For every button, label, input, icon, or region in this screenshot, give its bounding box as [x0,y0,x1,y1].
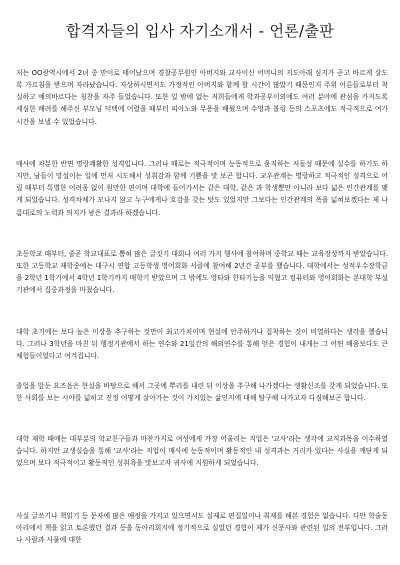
paragraph-family-background: 저는 OO광역시에서 2녀 중 맏이로 태어났으며 경찰공무원인 아버지와 교사이신 어머니의 지도아래 심지가 곧고 바르게 살도록 가르침을 받으며 자라났습니다. 자상하시면서도 가정적인 아버지와 함께 할 시간이 많았기 때문인지 주위 어른들로부터 착실하고 예의바르다는 칭찬을 자주 들었습니다. 또한 일 밖에 없는 저희들에게 학과공부이외에도 여러 분야에 관심을 가지도록 세심한 배려를 해주신 부모님 덕택에 어렸을 때부터 피아노와 무용을 배웠으며 수영과 볼링 등의 스포츠에도 적극적으로 여가시간을 보낼 수 있었습니다. [16,69,388,126]
paragraph-motivation: 대학 재학 때에는 대부분의 학교친구들과 마찬가지로 여성에게 가장 어울리는 직업은 '교사'라는 생각에 교직과목을 이수하였습니다. 하지만 교생실습을 통해 '교사'라는 직업이 매사에 능동적이며 활동적인 내 성격과는 거리가 있다는 사실을 깨닫게 되었으며 보다 적극적이고 활동적인 성취욕을 맛보고자 귀사에 지원하게 되었습니다. [16,435,388,468]
document-title: 합격자들의 입사 자기소개서 - 언론/출판 [66,22,334,40]
paragraph-experience: 사실 글쓰기나 책읽기 등 문자에 많은 애정을 가지고 있으면서도 실제로 편집일이나 취재를 해본 경험은 없습니다. 다만 학술동아리에서 책을 읽고 토론했던 결과 등을 동아리회지에 정기적으로 실었던 경험이 제가 신문사와 관련된 일의 전부입니다. 그러나 사람과 사물에 대한 [16,512,388,545]
paragraph-university-values: 대학 초기에는 보다 높은 이상을 추구하는 것만이 최고가치이며 현실에 안주하거나 집착하는 것이 비열하다는 생각을 했습니다. 그러나 3학년을 마친 뒤 행정기관에서 하는 연수와 21일간의 해외연수를 통해 얻은 경험이 내게는 그 어떤 배움보다도 큰 체험들이었다고 여겨집니다. [16,328,388,361]
paragraph-education: 초등학교 때부터, 줄곧 학교대표로 뽑혀 많은 글짓기 대회나 여러 가지 행사에 참여하며 중학교 때는 교육장상까지 받았습니다. 또한 고등학교 재학중에는 대구시 연합 고등학생 영어회화 서클에 참여해 2년간 공부를 했습니다. 대학에서는 성적우수장학금을 2학년 1학기에서 4학년 1학기까지 매학기 받았으며 그 밖에도 영타와 한타기능을 익혔고 컴퓨터와 영어회화는 본대학 부설기관에서 집중과정을 마쳤습니다. [16,250,388,295]
paragraph-personality: 매사에 차분한 반면 명랑쾌활한 성격입니다. 그러나 때로는 적극적이며 능동적으로 움직하는 저돌성 때문에 실수를 하기도 하지만, 남들이 망설이는 일에 먼저 시도해서 성취감과 함께 기쁨을 맛 보곤 합니다. 교우관계는 명랑하고 적극적인 성격으로 어릴 때부터 특별한 어려움 없이 원만한 편이며 대학에 들어가서는 같은 대학, 같은 과 학생뿐만 아니라 보다 넓은 인간관계를 맺게 되었습니다. 성격차체가 모나지 않고 누구에게나 호감을 갖는 탓도 있었지만 그보다는 인간관계의 폭을 넓혀보겠다는 제 나름대로의 노력과 의지가 낳은 결과라 하겠습니다. [16,160,388,217]
paragraph-life-motto: 졸업을 앞둔 요즈음은 현실을 바탕으로 해서 그곳에 뿌리를 내린 뒤 이상을 추구해 나가겠다는 생활신조를 갖게 되었습니다. 또한 사회를 보는 시야를 넓히고 진정 어떻게 살아가는 것이 가치있는 삶인지에 대해 탐구해 나가고자 다짐해보곤 합니다. [16,382,388,403]
